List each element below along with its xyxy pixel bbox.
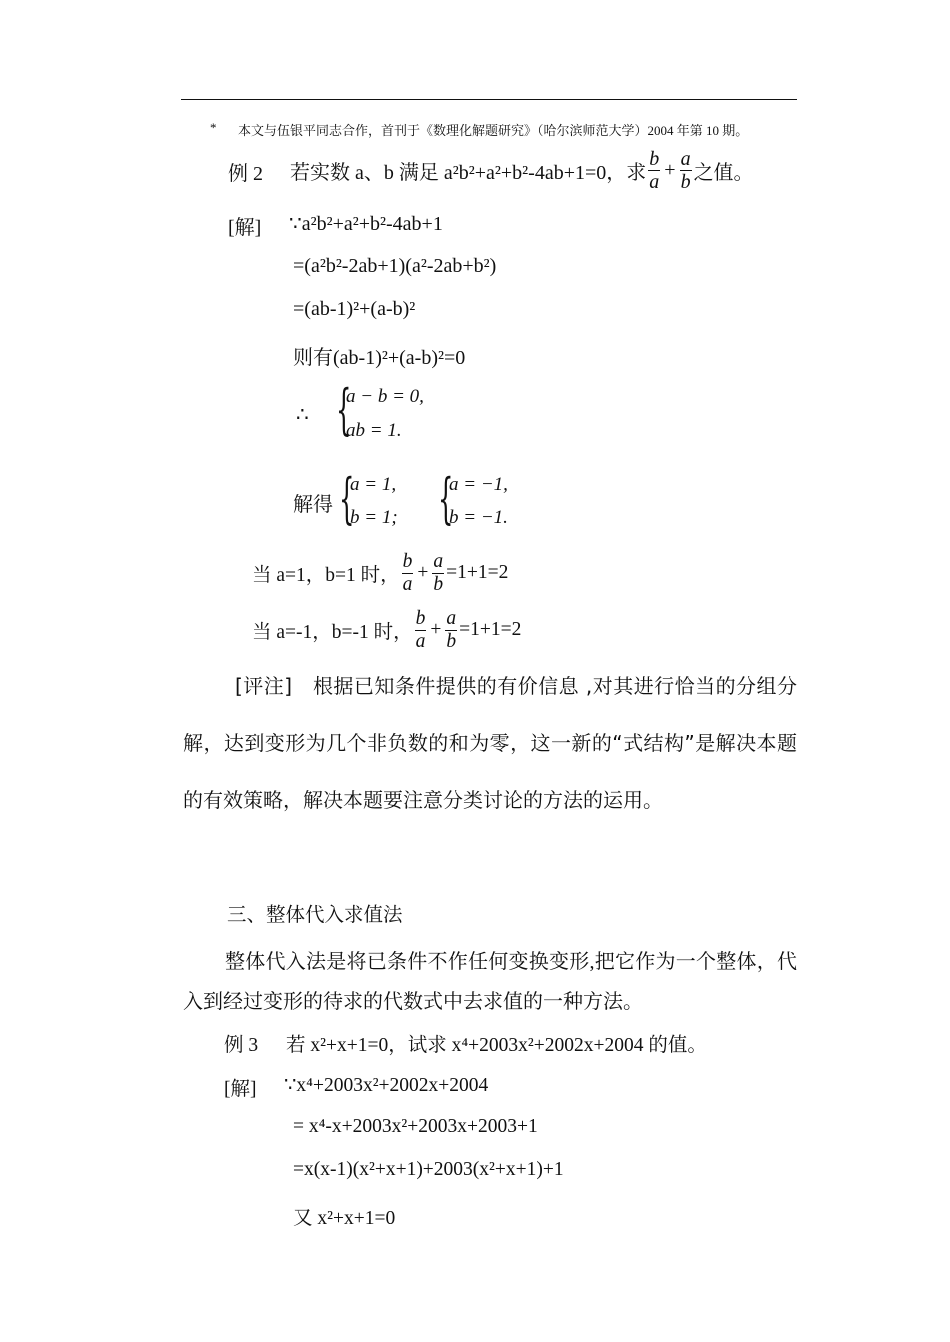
example-2-fraction-a-over-b: $\frac{a}{b}$	[680, 147, 691, 193]
case-2-line: 当 a=-1，b=-1 时， $\frac{b}{a}$ + $\frac{a}{b}$ =1+1=2	[252, 607, 522, 652]
case-1-line: 当 a=1，b=1 时， $\frac{b}{a}$ + $\frac{a}{b}$ =1+1=2	[252, 550, 509, 595]
case-1-prefix: 当 a=1，b=1 时，	[252, 565, 400, 586]
example-3-label: 例 3	[224, 1035, 259, 1056]
solution-2-line-2: =(a²b²-2ab+1)(a²-2ab+b²)	[293, 255, 497, 277]
system-3-equation-2: b = −1.	[449, 507, 508, 528]
case-1-fraction-a-over-b: $\frac{a}{b}$	[433, 550, 444, 595]
solution-3-label: [解]	[224, 1079, 257, 1100]
example-2-fraction-b-over-a: $\frac{b}{a}$	[649, 147, 660, 193]
example-2-prefix: 若实数 a、b 满足 a²b²+a²+b²-4ab+1=0，求	[290, 161, 647, 184]
system-1-equation-2: ab = 1.	[346, 420, 402, 441]
footnote-text: 本文与伍银平同志合作，首刊于《数理化解题研究》（哈尔滨师范大学）2004 年第 10 期。	[238, 123, 749, 138]
footnote-rule	[181, 99, 797, 100]
section-3-heading: 三、整体代入求值法	[227, 903, 403, 926]
system-2-equation-2: b = 1;	[350, 507, 398, 528]
example-2-label: 例 2	[228, 163, 263, 185]
case-2-result: =1+1=2	[459, 619, 522, 640]
solve-label: 解得	[293, 494, 333, 516]
left-brace-2: {	[339, 467, 355, 530]
footnote-marker: *	[210, 120, 217, 135]
example-3-statement: 若 x²+x+1=0，试求 x⁴+2003x²+2002x+2004 的值。	[286, 1035, 707, 1056]
case-2-prefix: 当 a=-1，b=-1 时，	[252, 622, 413, 643]
left-brace-1: {	[336, 378, 352, 441]
therefore-symbol: ∴	[296, 404, 309, 426]
system-3-equation-1: a = −1,	[449, 474, 508, 495]
solution-2-line-4: 则有(ab-1)²+(a-b)²=0	[293, 347, 466, 369]
solution-2-line-3: =(ab-1)²+(a-b)²	[293, 298, 416, 320]
system-1-equation-1: a − b = 0,	[346, 386, 424, 407]
system-2-equation-1: a = 1,	[350, 474, 397, 495]
case-2-fraction-b-over-a: $\frac{b}{a}$	[415, 607, 426, 652]
comment-paragraph: [评注] 根据已知条件提供的有价信息 ,对其进行恰当的分组分解，达到变形为几个非负数的和为零，这一新的“式结构”是解决本题的有效策略，解决本题要注意分类讨论的方法的运用。	[183, 674, 797, 812]
solution-3-line-3: =x(x-1)(x²+x+1)+2003(x²+x+1)+1	[293, 1159, 564, 1180]
case-1-result: =1+1=2	[446, 562, 509, 583]
section-3-paragraph: 整体代入法是将已条件不作任何变换变形,把它作为一个整体，代入到经过变形的待求的代数式中去求值的一种方法。	[183, 951, 797, 1013]
example-2-statement: 若实数 a、b 满足 a²b²+a²+b²-4ab+1=0，求 $\frac{b}{a}$ + $\frac{a}{b}$ 之值。	[290, 147, 754, 193]
case-1-fraction-b-over-a: $\frac{b}{a}$	[402, 550, 413, 595]
solution-2-label: [解]	[228, 217, 262, 239]
case-2-fraction-a-over-b: $\frac{a}{b}$	[446, 607, 457, 652]
solution-2-line-1: ∵a²b²+a²+b²-4ab+1	[289, 213, 443, 235]
solution-3-line-4: 又 x²+x+1=0	[293, 1208, 396, 1229]
left-brace-3: {	[438, 467, 454, 530]
solution-3-line-2: = x⁴-x+2003x²+2003x+2003+1	[293, 1116, 538, 1137]
example-2-suffix: 之值。	[693, 161, 754, 184]
solution-3-line-1: ∵x⁴+2003x²+2002x+2004	[284, 1075, 489, 1096]
